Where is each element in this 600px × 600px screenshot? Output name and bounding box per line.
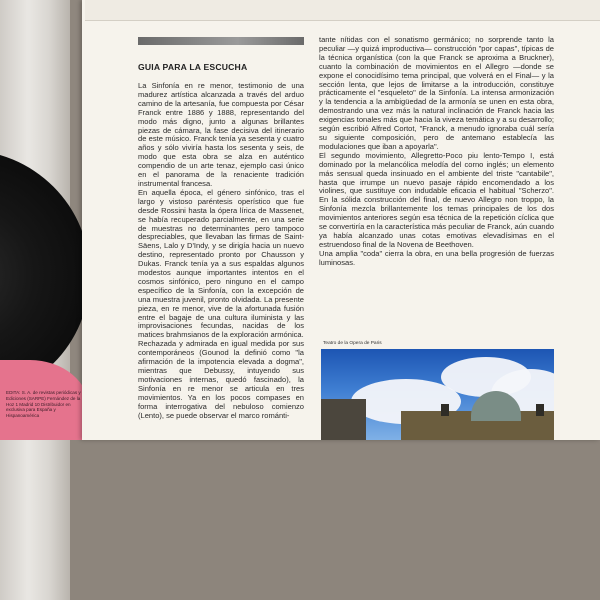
paragraph: El segundo movimiento, Allegretto-Poco piu lento-Tempo I, está dominado por la melancólica melodía del corno inglés; un elemento más sensual queda insinuado en el ambiente del triste "cantabile", hasta que irrumpe un nuevo pasaje rápido encomendado a los violines, que sustituye con indudable eficacia el habitual "Scherzo". En la sólida construcción del final, de nuevo Allegro non troppo, la Sinfonía mezcla brillantemente los temas principales de los dos movimientos anteriores según esa técnica de la repetición cíclica que se convertiría en la característica más peculiar de Franck, aún cuando ya había alcanzado unas cotas emotivas elevadísimas en el estruendoso final de la Novena de Beethoven. <box>319 150 554 249</box>
paragraph: En aquella época, el género sinfónico, tras el largo y vistoso paréntesis operístico que fue desde Rossini hasta la ópera lírica de Massenet, se había recuperado parcialmente, en una serie de muestras no determinantes pero tampoco despreciables, que llevaban las firmas de Saint-Säens, Lalo y D'Indy, y se dirigía hacia un nuevo destino, representado pronto por Chausson y Dukas. Franck tenía ya a sus espaldas algunos modestos aunque importantes intentos en el cosmos sinfónico, pero ninguno en el campo específico de la Sinfonía, con la excepción de una muestra juvenil, pronto olvidada. La presente pieza, en re menor, vive de la afortunada fusión entre el bagaje de una cultura iluminista y las improvisaciones fecundas, nacidas de los matices brahmsianos de la exploración armónica. <box>138 187 304 340</box>
record-label-text: EDITA: S. A. de revistas periódicas y Ediciones (SARPE) Fernández de la Hoz 1 Madrid 10 Distribuidor en exclusiva para España y Hispanoamérica <box>6 390 81 419</box>
table-surface <box>0 440 600 600</box>
opera-house-photo <box>321 349 554 440</box>
header-bar <box>138 37 304 45</box>
paragraph: Una amplia "coda" cierra la obra, en una bella progresión de fuerzas luminosas. <box>319 248 554 267</box>
section-title: GUIA PARA LA ESCUCHA <box>138 62 248 72</box>
text-column-right <box>319 36 554 286</box>
paragraph: Rechazada y admirada en igual medida por sus contemporáneos (Gounod la definió como "la afirmación de la impotencia elevada a dogma", mientras que Debussy, intuyendo sus motivaciones internas, quedó fascinado), la Sinfonía en re menor se articula en tres movimientos. Ya en los pocos compases en forma interrogativa del nebuloso comienzo (Lento), se puede observar el marco románti- <box>138 339 304 420</box>
cover-top-flap <box>85 0 600 21</box>
text-column-left <box>138 82 304 440</box>
photo-caption: Teatro de la Opera de Paris <box>323 341 382 346</box>
paragraph: tante nítidas con el sonatismo germánico; no sorprende tanto la peculiar —y quizá improductiva— construcción "por capas", típicas de la técnica organística (con la que Franck se aproxima a Bruckner), cuanto la combinación de movimientos en el Allegro —donde se expone el conocidísimo tema principal, que volverá en el Final— y la sección lenta, que lejos de limitarse a la introducción, constituye prácticamente el "esqueleto" de la Sinfonía. La intensa armonización y la tendencia a la ambigüedad de la armonía se unen en esta obra, demostrando una vez más la natural inclinación de Franck hacia las exigencias tonales más que hacia la viveza temática y a su desarrollo; según escribió Alfred Cortot, "Franck, a menudo ignoraba cuál sería su siguiente composición, pero de antemano establecía las modulaciones que iban a apoyarla". <box>319 36 554 151</box>
paragraph: La Sinfonía en re menor, testimonio de una madurez artística alcanzada a través del arduo camino de la artesanía, fue compuesta por César Franck entre 1886 y 1888, representando del modo más digno, junto a algunas brillantes piezas de cámara, la fase decisiva del itinerario de este músico. Franck tenía ya sesenta y cuatro años y sólo viviría hasta los sesenta y seis, de modo que esta obra se alza en auténtico compendio de un arte tenaz, ejemplo casi único en el panorama de la renaciente tradición instrumental francesa. <box>138 82 304 188</box>
record-label <box>0 360 90 440</box>
